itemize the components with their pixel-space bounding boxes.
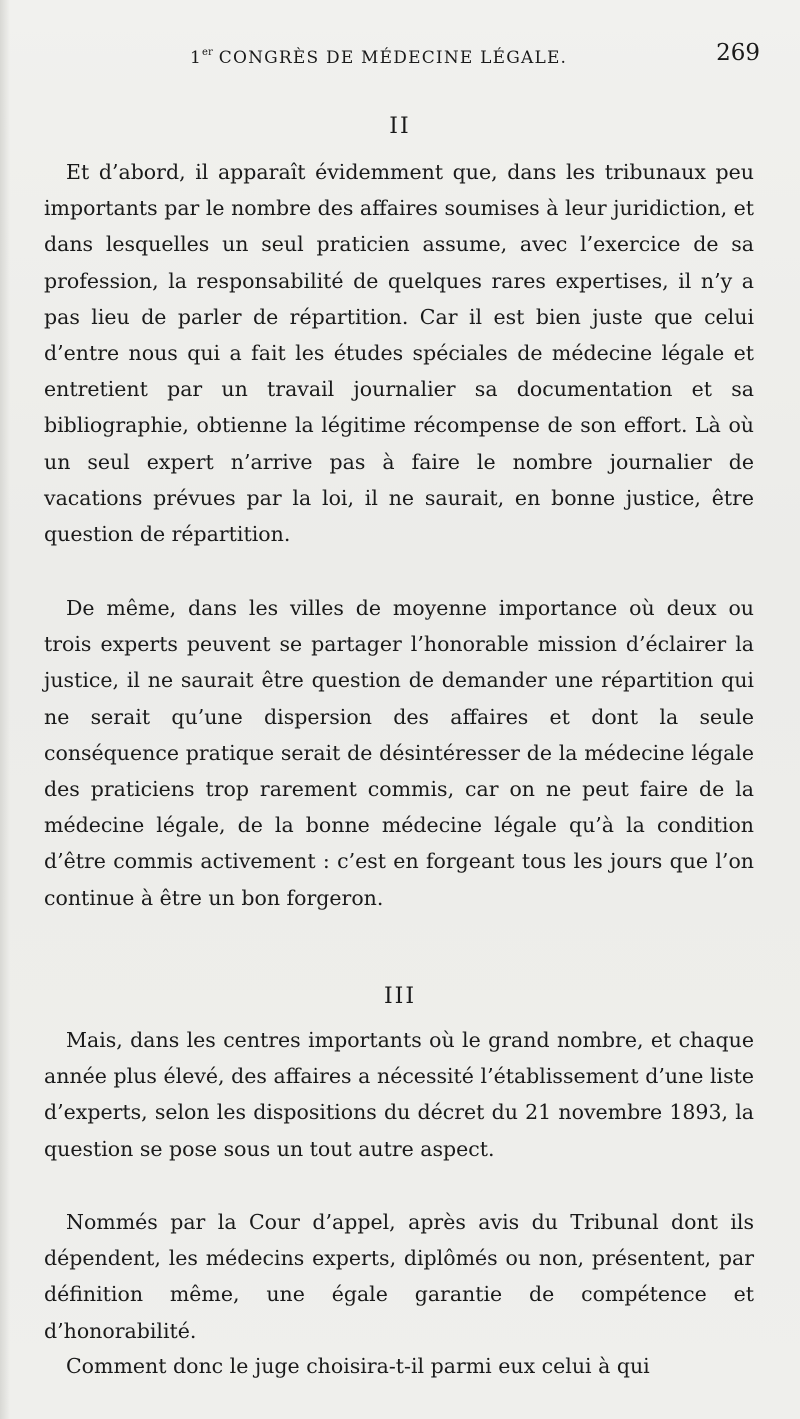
paragraph-3: Mais, dans les centres importants où le grand nombre, et chaque année plus élevé, des affaires a nécessité l’établissement d’une liste d’experts, selon les dispositions du décret du 21 novembre 1893, la question se pose sous un tout autre aspect. (44, 1028, 754, 1161)
running-head-title (190, 36, 567, 75)
page-number: 269 (716, 40, 760, 66)
paragraph-5: Comment donc le juge choisira-t-il parmi eux celui à qui (66, 1354, 650, 1378)
paragraph-1: Et d’abord, il apparaît évidemment que, dans les tribunaux peu importants par le nombre des affaires soumises à leur juridiction, et dans lesquelles un seul praticien assume, avec l’exercice de sa profession, la responsabilité de quelques rares expertises, il n’y a pas lieu de parler de répartition. Car il est bien juste que celui d’entre nous qui a fait les études spéciales de médecine légale et entretient par un travail journalier sa documentation et sa bibliographie, obtienne la légitime récompense de son effort. Là où un seul expert n’arrive pas à faire le nombre journalier de vacations prévues par la loi, il ne saurait, en bonne justice, être question de répartition. (44, 160, 754, 547)
header-ordinal: 1 (190, 48, 203, 68)
paragraph-4: Nommés par la Cour d’appel, après avis du Tribunal dont ils dépendent, les médecins experts, diplômés ou non, présentent, par définition même, une égale garantie de compétence et d’honorabilité. (44, 1210, 754, 1343)
running-header (40, 36, 760, 70)
section-heading-ii: II (389, 114, 411, 139)
page-edge-shadow (0, 0, 10, 1419)
section-heading-iii: III (383, 984, 417, 1009)
header-title: CONGRÈS DE MÉDECINE LÉGALE. (218, 48, 568, 68)
header-ordinal-suffix: er (202, 47, 213, 58)
paragraph-2: De même, dans les villes de moyenne importance où deux ou trois experts peuvent se partager l’honorable mission d’éclairer la justice, il ne saurait être question de demander une répartition qui ne serait qu’une dispersion des affaires et dont la seule conséquence pratique serait de désintéresser de la médecine légale des praticiens trop rarement commis, car on ne peut faire de la médecine légale, de la bonne médecine légale qu’à la condition d’être commis activement : c’est en forgeant tous les jours que l’on continue à être un bon forgeron. (44, 596, 754, 910)
